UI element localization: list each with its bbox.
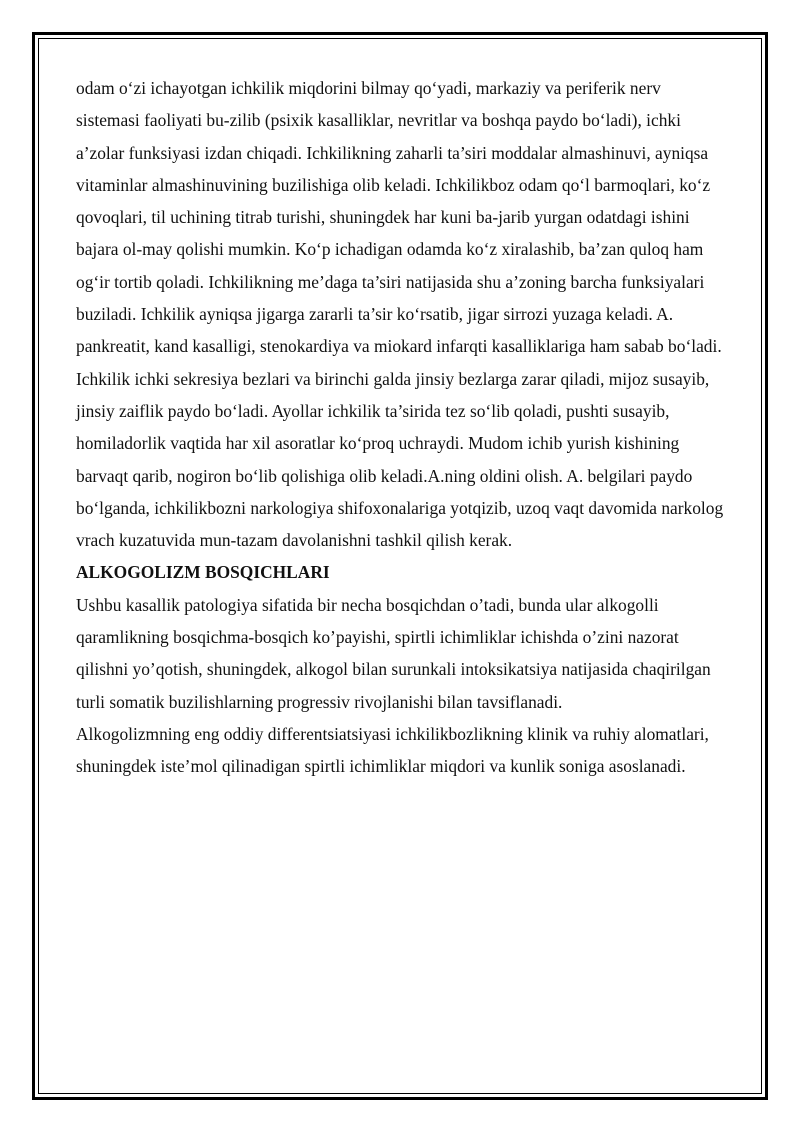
paragraph-1: odam o‘zi ichayotgan ichkilik miqdorini bilmay qo‘yadi, markaziy va periferik nerv sistemasi faoliyati bu-zilib (psixik kasalliklar, nevritlar va boshqa paydo bo‘ladi), ichki a’zolar funksiyasi izdan chiqadi. Ichkilikning zaharli ta’siri moddalar almashinuvi, ayniqsa vitaminlar almashinuvining buzilishiga olib keladi. Ichkilikboz odam qo‘l barmoqlari, ko‘z qovoqlari, til uchining titrab turishi, shuningdek har kuni ba-jarib yurgan odatdagi ishini bajara ol-may qolishi mumkin. Ko‘p ichadigan odamda ko‘z xiralashib, ba’zan quloq ham og‘ir tortib qoladi. Ichkilikning me’daga ta’siri natijasida shu a’zoning barcha funksiyalari buziladi. Ichkilik ayniqsa jigarga zararli ta’sir ko‘rsatib, jigar sirrozi yuzaga keladi. A. pankreatit, kand kasalligi, stenokardiya va miokard infarqti kasalliklariga ham sabab bo‘ladi. Ichkilik ichki sekresiya bezlari va birinchi galda jinsiy bezlarga zarar qiladi, mijoz susayib, jinsiy zaiflik paydo bo‘ladi. Ayollar ichkilik ta’sirida tez so‘lib qoladi, pushti susayib, homiladorlik vaqtida har xil asoratlar ko‘proq uchraydi. Mudom ichib yurish kishining barvaqt qarib, nogiron bo‘lib qolishiga olib keladi.A.ning oldini olish. A. belgilari paydo bo‘lganda, ichkilikbozni narkologiya shifoxonalariga yotqizib, uzoq vaqt davomida narkolog vrach kuzatuvida mun-tazam davolanishni tashkil qilish kerak. <box>76 78 724 551</box>
section-heading: ALKOGOLIZM BOSQICHLARI <box>76 562 330 583</box>
paragraph-3: Alkogolizmning eng oddiy differentsiatsiyasi ichkilikbozlikning klinik va ruhiy alomatlari, shuningdek iste’mol qilinadigan spirtli ichimliklar miqdori va kunlik soniga asoslanadi. <box>76 723 709 777</box>
paragraph-2: Ushbu kasallik patologiya sifatida bir necha bosqichdan o’tadi, bunda ular alkogolli qaramlikning bosqichma-bosqich ko’payishi, spirtli ichimliklar ichishda o’zini nazorat qilishni yo’qotish, shuningdek, alkogol bilan surunkali intoksikatsiya natijasida chaqirilgan turli somatik buzilishlarning progressiv rivojlanishi bilan tavsiflanadi. <box>76 594 711 712</box>
document-body <box>76 72 726 783</box>
